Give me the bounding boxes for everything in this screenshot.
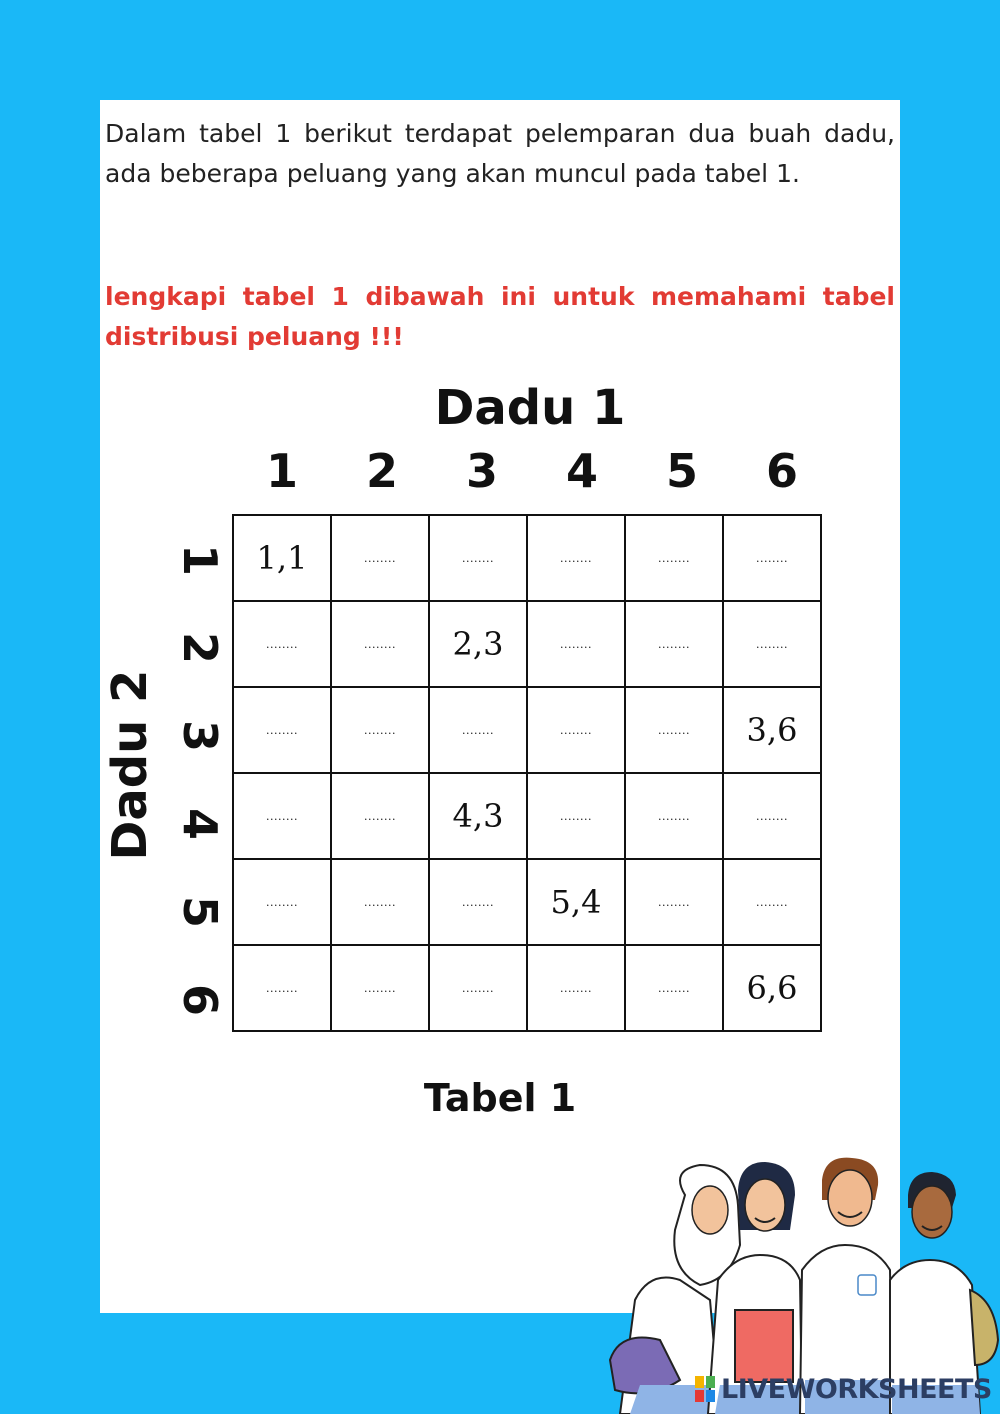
answer-blank-cell[interactable]: ........	[527, 687, 625, 773]
table-cell: 4,3	[429, 773, 527, 859]
answer-blank-cell[interactable]: ........	[723, 515, 821, 601]
instruction-text: lengkapi tabel 1 dibawah ini untuk memahami tabel distribusi peluang !!!	[105, 282, 895, 351]
table-cell: 5,4	[527, 859, 625, 945]
column-label: 4	[565, 444, 598, 498]
column-axis-title: Dadu 1	[434, 380, 626, 436]
answer-blank-cell[interactable]: ........	[527, 773, 625, 859]
table-cell: 2,3	[429, 601, 527, 687]
answer-blank-cell[interactable]: ........	[429, 859, 527, 945]
row-axis-title: Dadu 2	[102, 669, 158, 861]
answer-blank-cell[interactable]: ........	[625, 945, 723, 1031]
answer-blank-cell[interactable]: ........	[331, 859, 429, 945]
column-label: 3	[465, 444, 498, 498]
intro-paragraph: Dalam tabel 1 berikut terdapat pelemparan dua buah dadu, ada beberapa peluang yang akan muncul pada tabel 1.	[105, 119, 895, 188]
table-cell: 6,6	[723, 945, 821, 1031]
answer-blank-cell[interactable]: ........	[331, 601, 429, 687]
table-row	[233, 687, 821, 773]
answer-blank-cell[interactable]: ........	[723, 773, 821, 859]
row-label: 4	[173, 807, 227, 840]
liveworksheets-logo-icon	[693, 1374, 717, 1404]
row-label: 3	[173, 719, 227, 752]
row-label: 6	[173, 983, 227, 1016]
answer-blank-cell[interactable]: ........	[625, 687, 723, 773]
column-label: 2	[365, 444, 398, 498]
answer-blank-cell[interactable]: ........	[429, 687, 527, 773]
table-row	[233, 515, 821, 601]
answer-blank-cell[interactable]: ........	[233, 687, 331, 773]
dice-outcome-table	[232, 514, 822, 1032]
answer-blank-cell[interactable]: ........	[233, 773, 331, 859]
answer-blank-cell[interactable]: ........	[527, 515, 625, 601]
answer-blank-cell[interactable]: ........	[527, 945, 625, 1031]
liveworksheets-logo-text: LIVEWORKSHEETS	[721, 1373, 992, 1405]
answer-blank-cell[interactable]: ........	[233, 601, 331, 687]
answer-blank-cell[interactable]: ........	[625, 601, 723, 687]
answer-blank-cell[interactable]: ........	[331, 945, 429, 1031]
column-label: 1	[265, 444, 298, 498]
liveworksheets-logo[interactable]	[693, 1372, 992, 1406]
row-label: 1	[173, 543, 227, 576]
column-label: 6	[765, 444, 798, 498]
answer-blank-cell[interactable]: ........	[429, 515, 527, 601]
table-caption: Tabel 1	[423, 1076, 577, 1120]
row-label: 5	[173, 895, 227, 928]
column-label: 5	[665, 444, 698, 498]
table-row	[233, 601, 821, 687]
answer-blank-cell[interactable]: ........	[331, 687, 429, 773]
table-row	[233, 773, 821, 859]
answer-blank-cell[interactable]: ........	[723, 601, 821, 687]
table-row	[233, 859, 821, 945]
answer-blank-cell[interactable]: ........	[331, 773, 429, 859]
table-row	[233, 945, 821, 1031]
row-label: 2	[173, 631, 227, 664]
answer-blank-cell[interactable]: ........	[233, 945, 331, 1031]
answer-blank-cell[interactable]: ........	[625, 859, 723, 945]
answer-blank-cell[interactable]: ........	[429, 945, 527, 1031]
answer-blank-cell[interactable]: ........	[625, 773, 723, 859]
answer-blank-cell[interactable]: ........	[625, 515, 723, 601]
answer-blank-cell[interactable]: ........	[233, 859, 331, 945]
table-cell: 1,1	[233, 515, 331, 601]
answer-blank-cell[interactable]: ........	[723, 859, 821, 945]
answer-blank-cell[interactable]: ........	[527, 601, 625, 687]
answer-blank-cell[interactable]: ........	[331, 515, 429, 601]
table-cell: 3,6	[723, 687, 821, 773]
